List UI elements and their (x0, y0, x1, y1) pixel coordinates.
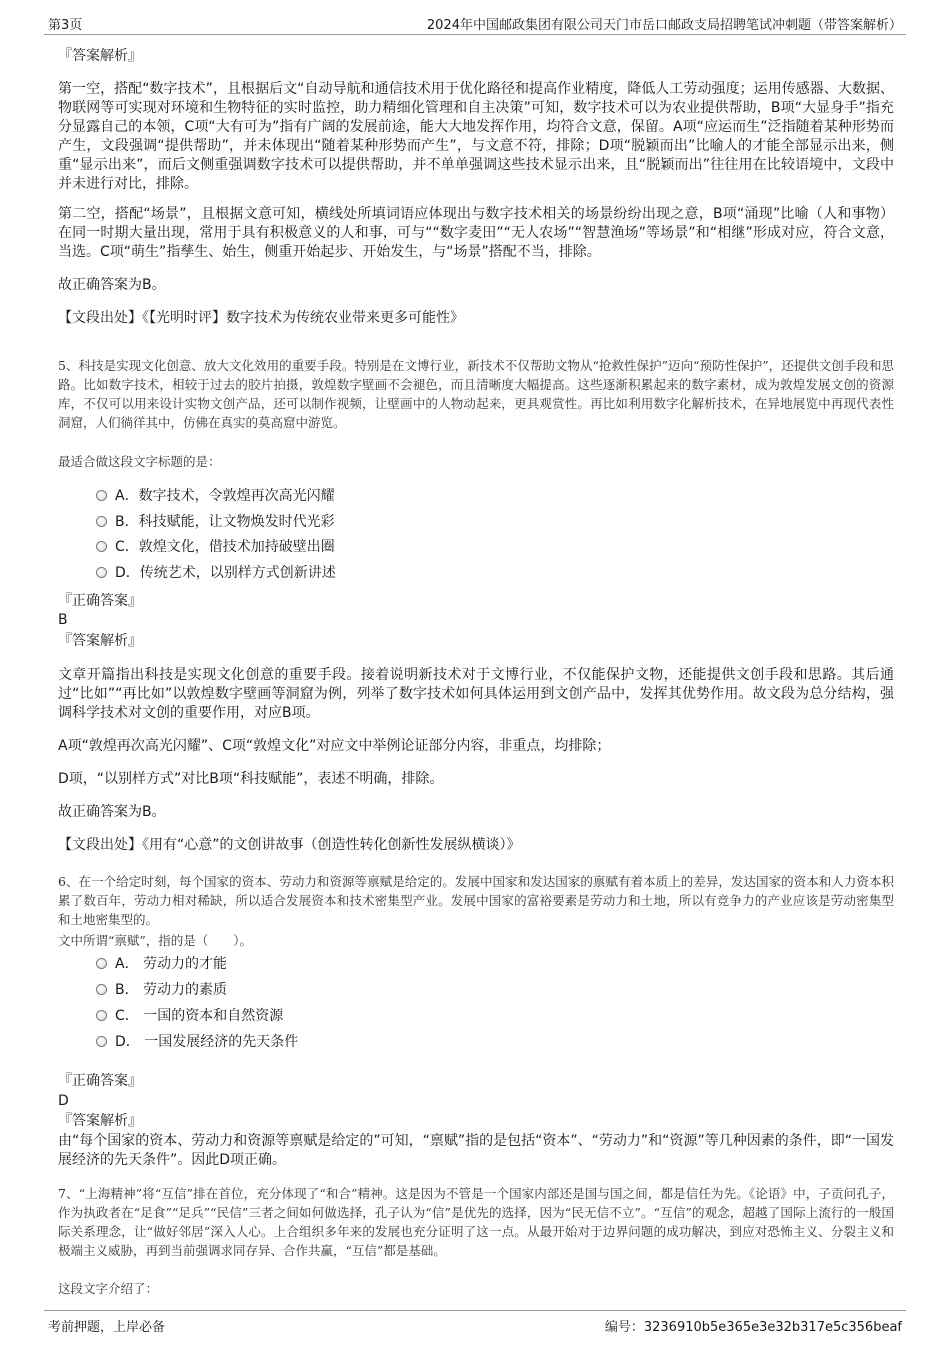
radio-icon[interactable] (96, 541, 107, 552)
q6-option-b[interactable]: B． 劳动力的素质 (96, 980, 227, 1000)
page-footer (44, 1310, 906, 1337)
q6-option-c[interactable]: C． 一国的资本和自然资源 (96, 1006, 283, 1026)
radio-icon[interactable] (96, 516, 107, 527)
q6-option-a[interactable]: A． 劳动力的才能 (96, 954, 227, 974)
q6-correct-label: 『正确答案』 (58, 1073, 142, 1089)
q5-answer: B (58, 612, 68, 628)
q4-analysis-p1: 第一空，搭配“数字技术”，且根据后文“自动导航和通信技术用于优化路径和提高作业精度，降低人工劳动强度；运用传感器、大数据、物联网等可实现对环境和生物特征的实时监控，助力精细化管理和自主决策”可知，数字技术可以为农业提供帮助，B项“大显身手”指充分显露自己的本领，C项“大有可为”指有广阔的发展前途，能大大地发挥作用，均符合文意，保留。A项“应运而生”泛指随着某种形势而产生，文段强调“提供帮助”，并未体现出“随着某种形势而产生”，与文意不符，排除；D项“脱颖而出”比喻人的才能全部显示出来，侧重“显示出来”，而后文侧重强调数字技术可以提供帮助，并不单单强调这些技术显示出来，且“脱颖而出”往往用在比较语境中，文段中并未进行对比，排除。 (58, 81, 894, 192)
q4-source: 【文段出处】《【光明时评】数字技术为传统农业带来更多可能性》 (58, 310, 464, 326)
page-number: 第3页 (48, 18, 83, 33)
q4-analysis-p2: 第二空，搭配“场景”，且根据文意可知，横线处所填词语应体现出与数字技术相关的场景纷纷出现之意，B项“涌现”比喻（人和事物）在同一时期大量出现，常用于具有积极意义的人和事，可与““数字麦田”“无人农场”“智慧渔场”等场景”和“相继”形成对应，符合文意，当选。C项“萌生”指孳生、始生，侧重开始起步、开始发生，与“场景”搭配不当，排除。 (58, 206, 894, 260)
q5-option-a[interactable]: A．数字技术，令敦煌再次高光闪耀 (96, 486, 335, 506)
radio-icon[interactable] (96, 567, 107, 578)
q6-analysis: 由“每个国家的资本、劳动力和资源等禀赋是给定的”可知，“禀赋”指的是包括“资本”、“劳动力”和“资源”等几种因素的条件，即“一国发展经济的先天条件”。因此D项正确。 (58, 1133, 894, 1168)
q5-stem: 5、科技是实现文化创意、放大文化效用的重要手段。特别是在文博行业，新技术不仅帮助文物从“抢救性保护”迈向“预防性保护”，还提供文创手段和思路。比如数字技术，相较于过去的胶片拍摄，敦煌数字壁画不会褪色，而且清晰度大幅提高。这些逐渐积累起来的数字素材，成为敦煌发展文创的资源库，不仅可以用来设计实物文创产品，还可以制作视频，让壁画中的人物动起来，更具观赏性。再比如利用数字化解析技术，在异地展览中再现代表性洞窟，人们徜徉其中，仿佛在真实的莫高窟中游览。 (58, 358, 894, 430)
radio-icon[interactable] (96, 958, 107, 969)
q4-conclusion: 故正确答案为B。 (58, 277, 166, 293)
radio-icon[interactable] (96, 490, 107, 501)
q7-stem: 7、“上海精神”将“互信”排在首位，充分体现了“和合”精神。这是因为不管是一个国家内部还是国与国之间，都是信任为先。《论语》中，子贡问孔子，作为执政者在“足食”“足兵”“民信”三者之间如何做选择，孔子认为“信”是优先的选择，因为“民无信不立”。“互信”的观念，超越了国际上流行的一般国际关系理念，让“做好邻居”深入人心。上合组织多年来的发展也充分证明了这一点。从最开始对于边界问题的成功解决，到应对恐怖主义、分裂主义和极端主义威胁，再到当前强调求同存异、合作共赢，“互信”都是基础。 (58, 1186, 894, 1258)
q6-stem: 6、在一个给定时刻，每个国家的资本、劳动力和资源等禀赋是给定的。发展中国家和发达国家的禀赋有着本质上的差异，发达国家的资本和人力资本积累了数百年，劳动力相对稀缺，所以适合发展资本和技术密集型产业。发展中国家的富裕要素是劳动力和土地，所以有竞争力的产业应该是劳动密集型和土地密集型的。 (58, 874, 894, 927)
q5-analysis-p2: A项“敦煌再次高光闪耀”、C项“敦煌文化”对应文中举例论证部分内容，非重点，均排除； (58, 738, 611, 754)
q5-correct-label: 『正确答案』 (58, 593, 142, 609)
q5-source: 【文段出处】《用有“心意”的文创讲故事（创造性转化创新性发展纵横谈）》 (58, 837, 521, 853)
q5-analysis-p3: D项，“以别样方式”对比B项“科技赋能”，表述不明确，排除。 (58, 771, 444, 787)
q6-analysis-label: 『答案解析』 (58, 1113, 142, 1129)
q6-answer: D (58, 1093, 69, 1109)
footer-slogan: 考前押题，上岸必备 (48, 1320, 166, 1335)
q5-analysis-label: 『答案解析』 (58, 633, 142, 649)
radio-icon[interactable] (96, 1010, 107, 1021)
radio-icon[interactable] (96, 1036, 107, 1047)
q5-option-c[interactable]: C．敦煌文化，借技术加持破壁出圈 (96, 537, 335, 557)
q6-question: 文中所谓“禀赋”，指的是（ ）。 (58, 933, 253, 948)
radio-icon[interactable] (96, 984, 107, 995)
document-code: 编号：3236910b5e365e3e32b317e5c356beaf (604, 1320, 902, 1335)
q5-option-b[interactable]: B．科技赋能，让文物焕发时代光彩 (96, 512, 335, 532)
document-title: 2024年中国邮政集团有限公司天门市岳口邮政支局招聘笔试冲刺题（带答案解析） (426, 18, 902, 33)
page-header (44, 12, 906, 35)
q7-question: 这段文字介绍了： (58, 1281, 159, 1296)
q5-conclusion: 故正确答案为B。 (58, 804, 166, 820)
q5-analysis-p1: 文章开篇指出科技是实现文化创意的重要手段。接着说明新技术对于文博行业，不仅能保护文物，还能提供文创手段和思路。其后通过“比如”“再比如”以敦煌数字壁画等洞窟为例，列举了数字技术如何具体运用到文创产品中，发挥其优势作用。故文段为总分结构，强调科学技术对文创的重要作用，对应B项。 (58, 667, 894, 721)
q5-question: 最适合做这段文字标题的是： (58, 454, 221, 469)
q5-option-d[interactable]: D．传统艺术，以别样方式创新讲述 (96, 563, 336, 583)
q4-analysis-label: 『答案解析』 (58, 48, 142, 64)
q6-option-d[interactable]: D． 一国发展经济的先天条件 (96, 1032, 298, 1052)
